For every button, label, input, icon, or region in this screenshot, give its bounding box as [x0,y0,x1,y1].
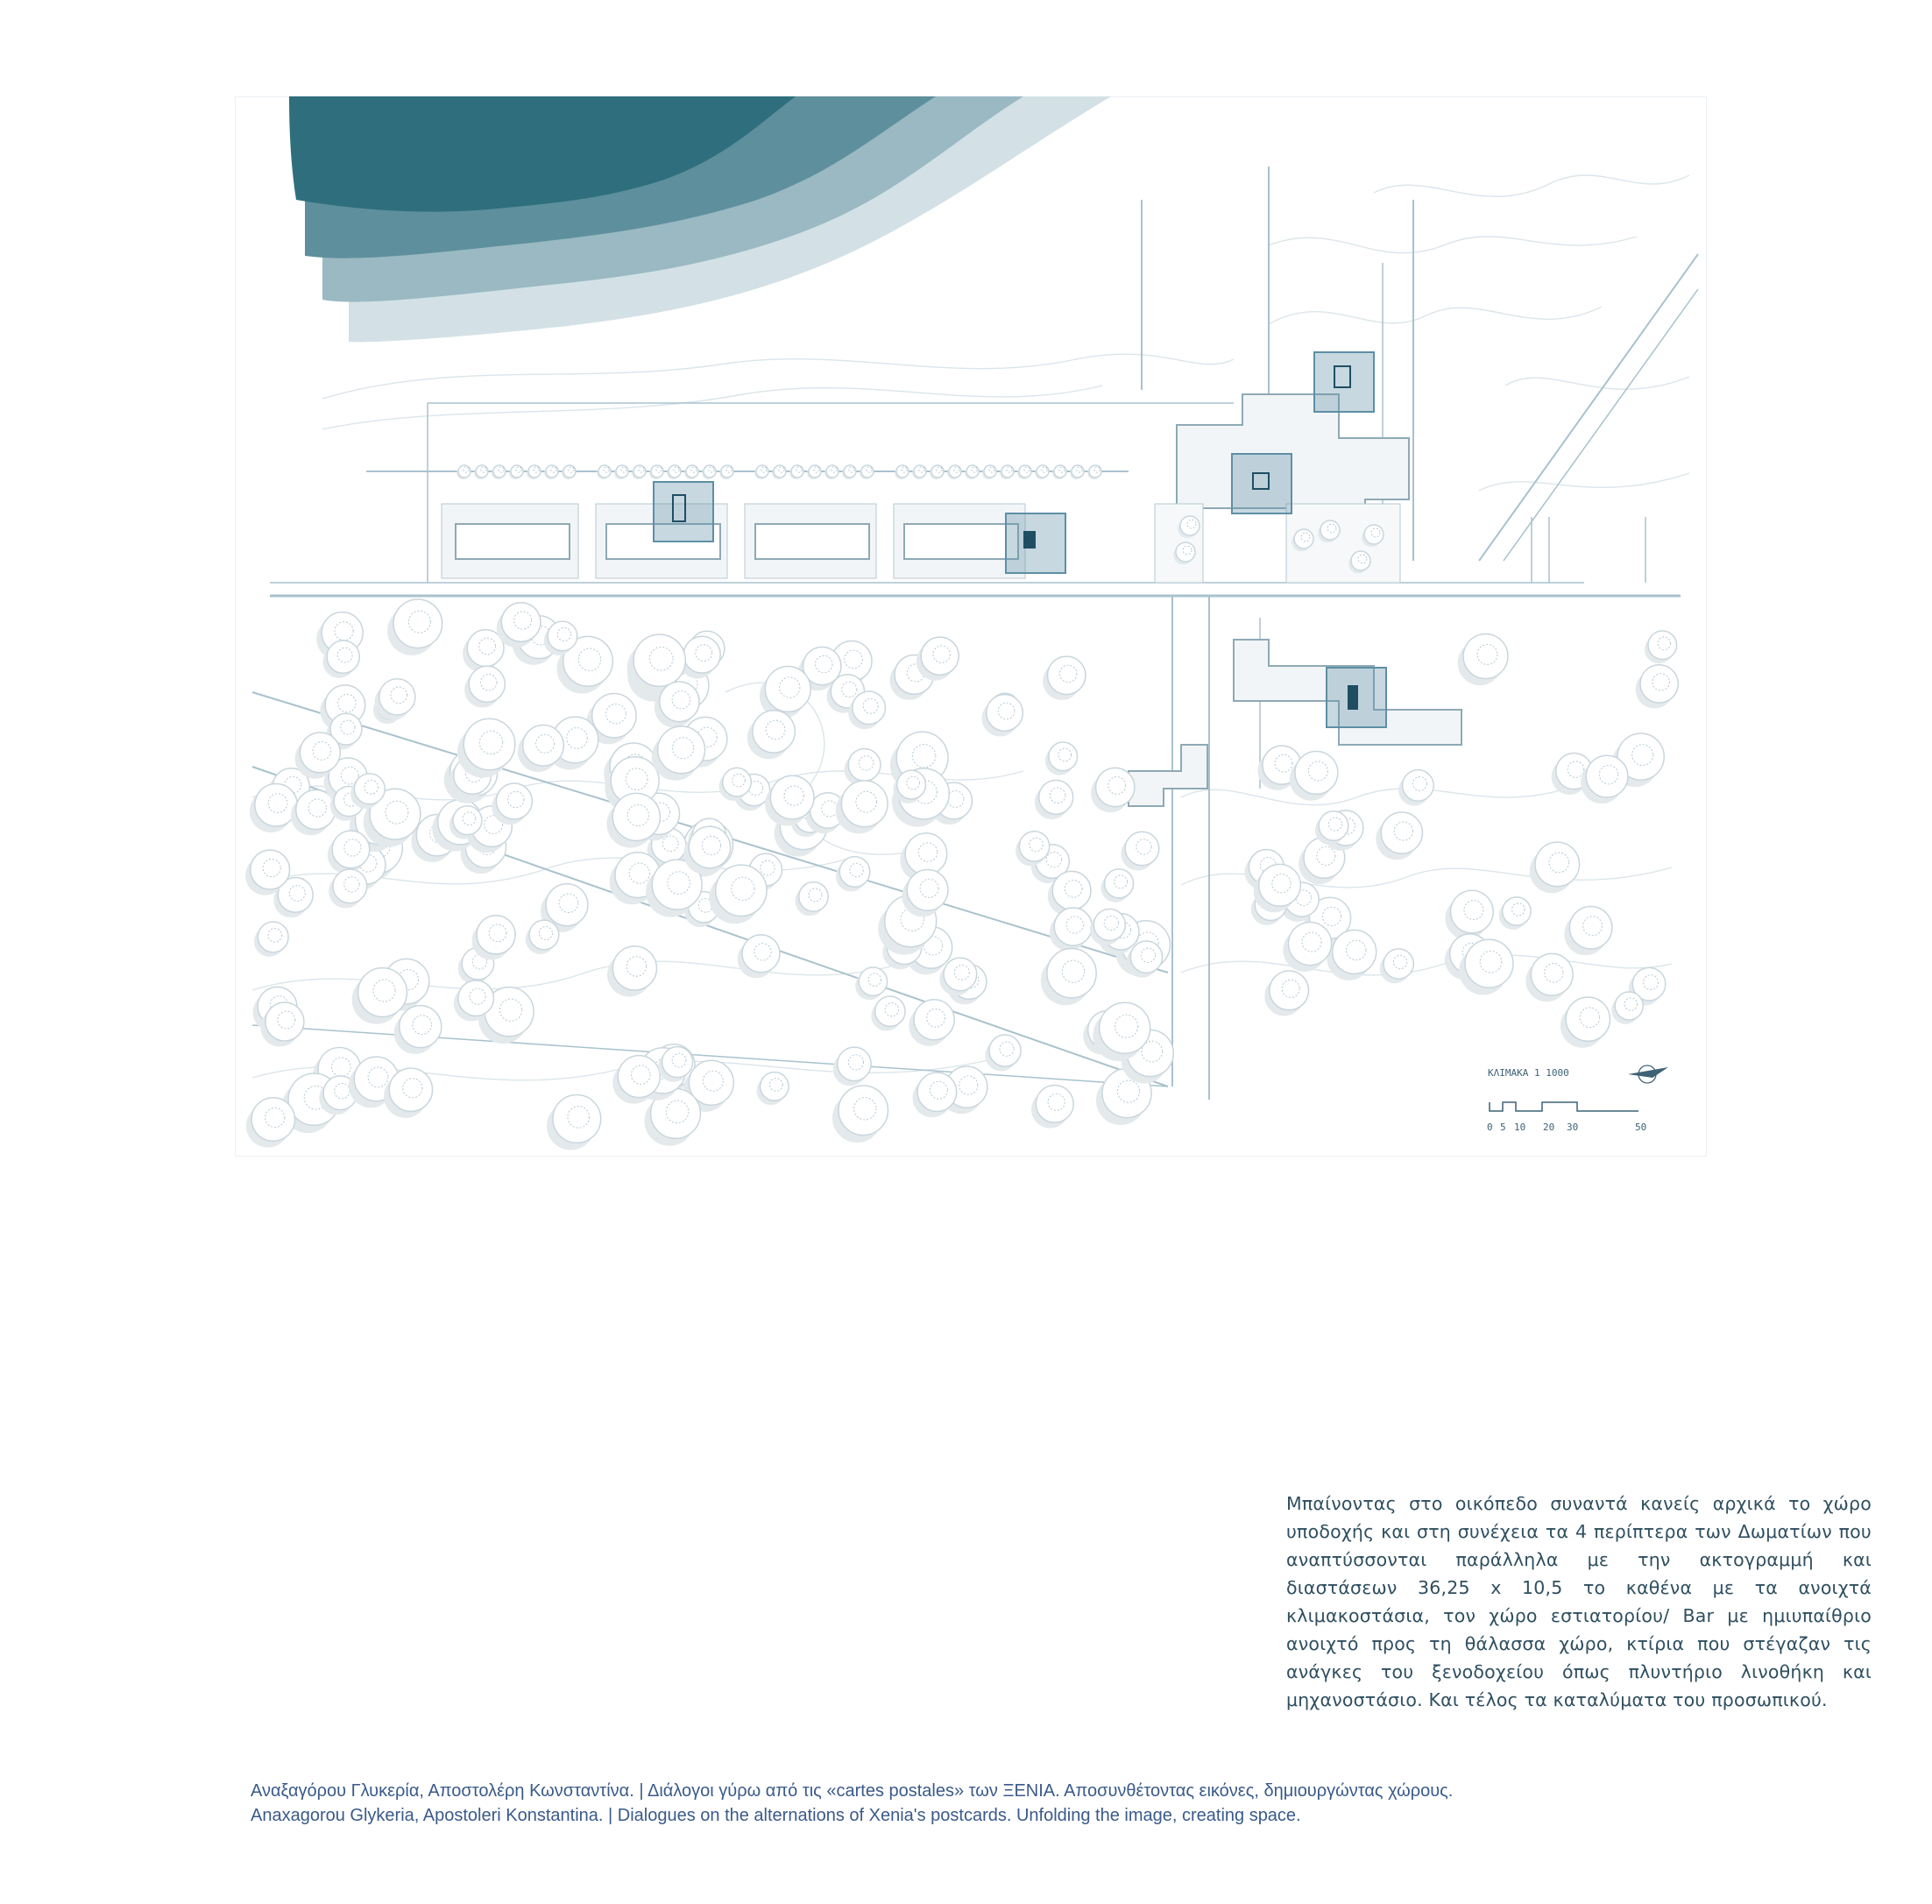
pavilion-4 [904,524,1018,559]
scale-tick-10: 10 [1514,1122,1526,1133]
plaza [1155,504,1203,583]
credits [251,1779,1740,1828]
scale-tick-30: 30 [1567,1122,1579,1133]
credits-english: Anaxagorou Glykeria, Apostoleri Konstantina. | Dialogues on the alternations of Xenia's postcards. Unfolding the image, creating space. [251,1806,1301,1825]
highlight-marker-pavilion [654,482,713,541]
site-plan [235,96,1707,1157]
credits-greek: Αναξαγόρου Γλυκερία, Αποστολέρη Κωνσταντίνα. | Διάλογοι γύρω από τις «cartes postales» των ΞΕΝΙΑ. Αποσυνθέτοντας εικόνες, δημιουργώντας χώρους. [251,1781,1454,1801]
pavilion-3 [755,524,869,559]
scale-tick-0: 0 [1487,1122,1493,1133]
view-glyph [1348,685,1358,710]
scale-tick-5: 5 [1500,1122,1506,1133]
scale-tick-50: 50 [1635,1122,1647,1133]
view-glyph [1023,531,1036,549]
scale-label: ΚΛΙΜΑΚΑ 1 1000 [1488,1067,1569,1079]
highlight-marker-reception [1314,352,1374,412]
scale-tick-20: 20 [1543,1122,1555,1133]
pavilion-1 [456,524,570,559]
description-paragraph: Μπαίνοντας στο οικόπεδο συναντά κανείς αρχικά το χώρο υποδοχής και στη συνέχεια τα 4 περίπτερα των Δωματίων που αναπτύσσονται παράλληλα με την ακτογραμμή και διαστάσεων 36,25 x 10,5 το καθένα με τα ανοιχτά κλιμακοστάσια, τον χώρο εστιατορίου/ Bar με ημιυπαίθριο ανοιχτό προς τη θάλασσα χώρο, κτίρια που στέγαζαν τις ανάγκες του ξενοδοχείου όπως πλυντήριο λινοθήκη και μηχανοστάσιο. Και τέλος τα καταλύματα του προσωπικού. [1286,1493,1872,1710]
highlight-marker-restaurant [1232,454,1292,513]
